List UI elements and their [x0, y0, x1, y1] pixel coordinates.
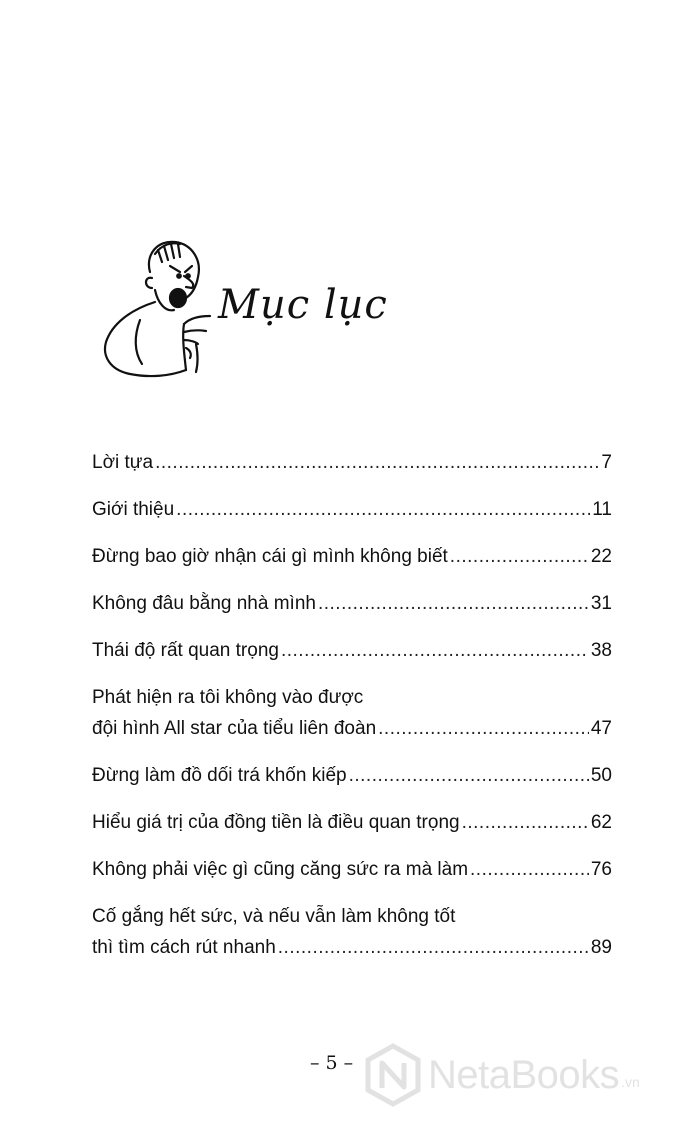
toc-title: Thái độ rất quan trọng	[92, 640, 279, 661]
toc-title: thì tìm cách rút nhanh	[92, 937, 276, 958]
dot-leader	[470, 859, 589, 881]
toc-entry[interactable]	[92, 546, 612, 568]
toc-page-number: 47	[590, 718, 612, 739]
page-number: – 5 –	[310, 1052, 354, 1074]
toc-page-number: 62	[590, 812, 612, 833]
dot-leader	[155, 452, 599, 474]
toc-title: Không phải việc gì cũng căng sức ra mà làm	[92, 859, 469, 880]
dot-leader	[450, 546, 589, 568]
toc-title-line1: Cố gắng hết sức, và nếu vẫn làm không tốt	[92, 906, 456, 927]
toc-title: Lời tựa	[92, 452, 154, 473]
dot-leader	[318, 593, 589, 615]
toc-entry[interactable]	[92, 499, 612, 521]
toc-entry[interactable]	[92, 593, 612, 615]
toc-title: Giới thiệu	[92, 499, 175, 520]
toc-entry[interactable]	[92, 906, 612, 959]
toc-title: Không đâu bằng nhà mình	[92, 593, 316, 614]
table-of-contents	[92, 452, 612, 984]
toc-entry[interactable]	[92, 812, 612, 834]
dot-leader	[349, 765, 589, 787]
toc-entry[interactable]	[92, 687, 612, 740]
toc-header	[100, 232, 400, 392]
watermark	[364, 1040, 700, 1110]
toc-page-number: 89	[590, 937, 612, 958]
toc-entry[interactable]	[92, 859, 612, 881]
toc-page-number: 50	[590, 765, 612, 786]
toc-title: Đừng làm đồ dối trá khốn kiếp	[92, 765, 347, 786]
toc-entry[interactable]	[92, 640, 612, 662]
toc-entry[interactable]	[92, 765, 612, 787]
toc-title-line1: Phát hiện ra tôi không vào được	[92, 687, 364, 708]
dot-leader	[281, 640, 589, 662]
netabooks-logo-icon	[364, 1043, 422, 1107]
dot-leader	[378, 718, 589, 740]
angry-man-illustration	[100, 232, 215, 382]
toc-title: Hiểu giá trị của đồng tiền là điều quan trọng	[92, 812, 460, 833]
toc-page-number: 11	[592, 499, 612, 520]
toc-entry[interactable]	[92, 452, 612, 474]
watermark-suffix: .vn	[621, 1074, 640, 1090]
toc-page-number: 31	[590, 593, 612, 614]
toc-page-number: 38	[590, 640, 612, 661]
toc-title: đội hình All star của tiểu liên đoàn	[92, 718, 377, 739]
watermark-brand: NetaBooks	[428, 1052, 620, 1097]
dot-leader	[278, 937, 589, 959]
toc-title: Đừng bao giờ nhận cái gì mình không biết	[92, 546, 448, 567]
toc-page-number: 22	[590, 546, 612, 567]
toc-page-number: 7	[601, 452, 612, 473]
toc-heading: Mục lục	[218, 282, 388, 328]
dot-leader	[176, 499, 590, 521]
dot-leader	[462, 812, 589, 834]
toc-page-number: 76	[590, 859, 612, 880]
